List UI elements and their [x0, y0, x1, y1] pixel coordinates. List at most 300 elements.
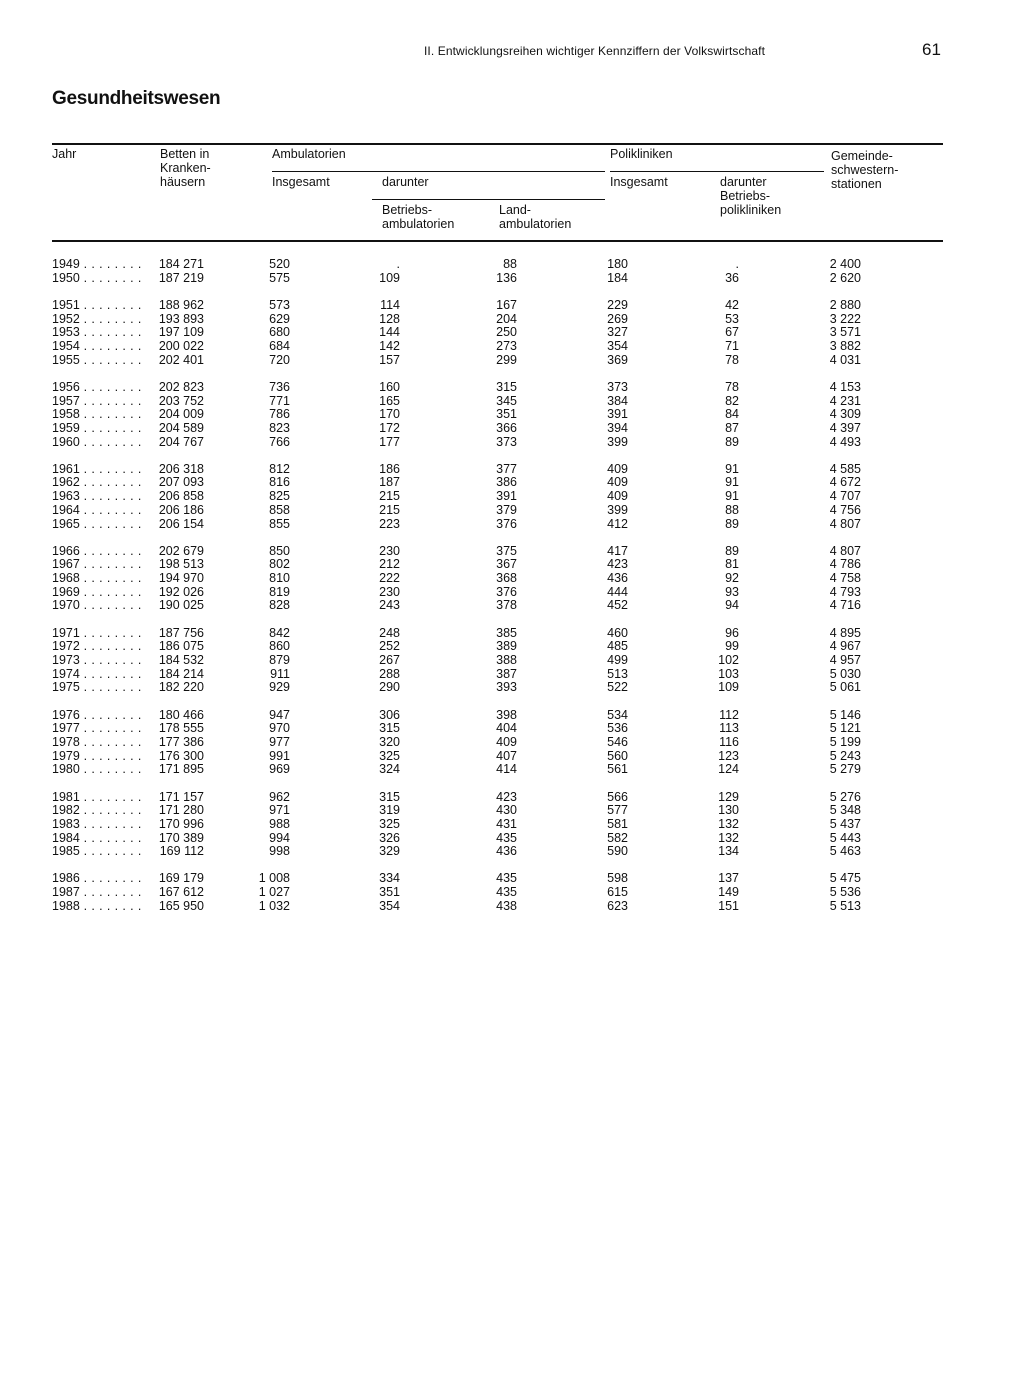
- amb-insgesamt-cell: 816: [269, 475, 290, 490]
- landamb-cell: 345: [496, 393, 517, 408]
- ambulatorien-rule: [272, 171, 605, 172]
- amb-insgesamt-cell: 969: [269, 762, 290, 777]
- landamb-cell: 414: [496, 762, 517, 777]
- betriebsamb-cell: 252: [379, 639, 400, 654]
- betriebspoli-cell: 89: [725, 516, 739, 531]
- col-header-ambulatorien: Ambulatorien: [272, 147, 346, 161]
- poli-insgesamt-cell: 546: [607, 734, 628, 749]
- amb-insgesamt-cell: 1 008: [258, 871, 290, 886]
- amb-insgesamt-cell: 828: [269, 598, 290, 613]
- gemeinde-cell: 4 397: [829, 420, 861, 435]
- betriebspoli-cell: 82: [725, 393, 739, 408]
- betriebspoli-cell: 116: [719, 734, 739, 749]
- amb-insgesamt-cell: 911: [270, 666, 290, 681]
- year-cell: 1953 . . .: [52, 326, 142, 340]
- table-row: [0, 640, 1024, 654]
- poli-insgesamt-cell: 394: [607, 420, 628, 435]
- gemeinde-cell: 5 463: [829, 844, 861, 859]
- landamb-cell: 404: [496, 721, 517, 736]
- betten-cell: 202 401: [158, 352, 204, 367]
- amb-insgesamt-cell: 823: [269, 420, 290, 435]
- amb-insgesamt-cell: 573: [269, 297, 290, 312]
- year-cell: 1949 . . .: [52, 258, 142, 272]
- betriebsamb-cell: 142: [379, 338, 400, 353]
- table-top-rule: [52, 143, 943, 145]
- betriebsamb-cell: 325: [379, 816, 400, 831]
- gemeinde-cell: 5 536: [829, 885, 861, 900]
- table-header-bottom-rule: [52, 240, 943, 242]
- betten-cell: 193 893: [158, 311, 204, 326]
- betten-cell: 188 962: [158, 297, 204, 312]
- amb-insgesamt-cell: 879: [269, 653, 290, 667]
- year-cell: 1969 . . .: [52, 586, 142, 600]
- table-row: [0, 709, 1024, 723]
- betten-cell: 182 220: [158, 680, 204, 695]
- table-row: [0, 408, 1024, 422]
- landamb-cell: 388: [496, 653, 517, 667]
- gemeinde-cell: 4 672: [829, 475, 861, 490]
- gemeinde-cell: 4 967: [829, 639, 861, 654]
- year-cell: 1985 . . .: [52, 845, 142, 859]
- amb-insgesamt-cell: 786: [269, 407, 290, 422]
- landamb-cell: 250: [496, 325, 517, 340]
- table-row: [0, 340, 1024, 354]
- table-body: [0, 258, 1024, 927]
- landamb-cell: 204: [496, 311, 517, 326]
- year-group: [0, 627, 1024, 695]
- poli-insgesamt-cell: 399: [607, 502, 628, 517]
- betriebsamb-cell: 186: [379, 461, 400, 476]
- betten-cell: 184 532: [158, 653, 204, 667]
- betriebsamb-cell: 315: [379, 721, 400, 736]
- amb-insgesamt-cell: 819: [269, 584, 290, 599]
- year-cell: 1980 . . .: [52, 763, 142, 777]
- betriebspoli-cell: 124: [718, 762, 739, 777]
- poli-insgesamt-cell: 623: [607, 898, 628, 913]
- betriebspoli-cell: 71: [725, 338, 739, 353]
- poli-insgesamt-cell: 615: [607, 885, 628, 900]
- poli-insgesamt-cell: 561: [607, 762, 628, 777]
- gemeinde-cell: 4 153: [829, 379, 861, 394]
- poli-insgesamt-cell: 384: [607, 393, 628, 408]
- gemeinde-cell: 5 513: [829, 898, 861, 913]
- gemeinde-cell: 5 475: [829, 871, 861, 886]
- page-title: Gesundheitswesen: [52, 88, 221, 109]
- table-row: [0, 299, 1024, 313]
- table-row: [0, 504, 1024, 518]
- table-row: [0, 818, 1024, 832]
- poli-insgesamt-cell: 409: [607, 475, 628, 490]
- betriebsamb-cell: 334: [379, 871, 400, 886]
- year-cell: 1957 . . .: [52, 395, 142, 409]
- table-row: [0, 627, 1024, 641]
- landamb-cell: 386: [496, 475, 517, 490]
- betten-cell: 169 112: [159, 844, 204, 859]
- landamb-cell: 378: [496, 598, 517, 613]
- gemeinde-cell: 4 807: [829, 516, 861, 531]
- betriebsamb-cell: 223: [379, 516, 400, 531]
- betriebsamb-cell: 326: [379, 830, 400, 845]
- amb-insgesamt-cell: 812: [269, 461, 290, 476]
- amb-insgesamt-cell: 520: [269, 257, 290, 271]
- betriebsamb-cell: 230: [379, 543, 400, 558]
- betriebsamb-cell: 288: [379, 666, 400, 681]
- betten-cell: 202 823: [158, 379, 204, 394]
- landamb-cell: 430: [496, 803, 517, 818]
- gemeinde-cell: 5 348: [829, 803, 861, 818]
- betten-cell: 206 318: [158, 461, 204, 476]
- landamb-cell: 435: [496, 871, 517, 886]
- betriebspoli-cell: 53: [725, 311, 739, 326]
- poli-insgesamt-cell: 409: [607, 489, 628, 504]
- polikliniken-rule: [610, 171, 824, 172]
- landamb-cell: 391: [496, 489, 517, 504]
- table-row: [0, 722, 1024, 736]
- betten-cell: 187 756: [158, 625, 204, 640]
- year-cell: 1983 . . .: [52, 818, 142, 832]
- landamb-cell: 88: [503, 257, 517, 271]
- betten-cell: 176 300: [158, 748, 204, 763]
- amb-insgesamt-cell: 684: [269, 338, 290, 353]
- year-cell: 1960 . . .: [52, 436, 142, 450]
- betriebsamb-cell: 215: [379, 502, 400, 517]
- poli-insgesamt-cell: 581: [607, 816, 628, 831]
- year-group: [0, 463, 1024, 531]
- table-row: [0, 886, 1024, 900]
- betriebsamb-cell: 187: [379, 475, 400, 490]
- amb-insgesamt-cell: 810: [269, 571, 290, 586]
- betriebspoli-cell: 88: [725, 502, 739, 517]
- amb-insgesamt-cell: 855: [269, 516, 290, 531]
- gemeinde-cell: 5 443: [829, 830, 861, 845]
- poli-insgesamt-cell: 499: [607, 653, 628, 667]
- table-row: [0, 381, 1024, 395]
- table-row: [0, 490, 1024, 504]
- table-row: [0, 572, 1024, 586]
- poli-insgesamt-cell: 229: [607, 297, 628, 312]
- year-group: [0, 299, 1024, 367]
- table-row: [0, 872, 1024, 886]
- betriebsamb-cell: 290: [379, 680, 400, 695]
- landamb-cell: 423: [496, 789, 517, 804]
- betriebspoli-cell: 132: [718, 816, 739, 831]
- landamb-cell: 438: [496, 898, 517, 913]
- col-header-amb-darunter: darunter: [382, 175, 429, 189]
- col-header-jahr: Jahr: [52, 147, 77, 161]
- betriebsamb-cell: 230: [379, 584, 400, 599]
- year-cell: 1968 . . .: [52, 572, 142, 586]
- betten-cell: 203 752: [158, 393, 204, 408]
- amb-insgesamt-cell: 842: [269, 625, 290, 640]
- table-row: [0, 804, 1024, 818]
- betriebsamb-cell: 215: [379, 489, 400, 504]
- table-row: [0, 436, 1024, 450]
- betriebsamb-cell: 329: [379, 844, 400, 859]
- gemeinde-cell: 4 807: [829, 543, 861, 558]
- year-cell: 1961 . . .: [52, 463, 142, 477]
- landamb-cell: 368: [496, 571, 517, 586]
- betriebsamb-cell: 114: [380, 297, 400, 312]
- year-cell: 1958 . . .: [52, 408, 142, 422]
- betriebspoli-cell: 102: [718, 653, 739, 667]
- year-cell: 1979 . . .: [52, 750, 142, 764]
- poli-insgesamt-cell: 412: [607, 516, 628, 531]
- amb-insgesamt-cell: 994: [269, 830, 290, 845]
- betriebspoli-cell: 96: [725, 625, 739, 640]
- year-cell: 1977 . . .: [52, 722, 142, 736]
- landamb-cell: 367: [496, 557, 517, 572]
- year-cell: 1963 . . .: [52, 490, 142, 504]
- betriebsamb-cell: 157: [379, 352, 400, 367]
- amb-insgesamt-cell: 929: [269, 680, 290, 695]
- poli-insgesamt-cell: 409: [607, 461, 628, 476]
- gemeinde-cell: 3 571: [829, 325, 861, 340]
- table-row: [0, 395, 1024, 409]
- betten-cell: 207 093: [158, 475, 204, 490]
- poli-insgesamt-cell: 566: [607, 789, 628, 804]
- gemeinde-cell: 4 231: [829, 393, 861, 408]
- table-row: [0, 545, 1024, 559]
- year-cell: 1988 . . .: [52, 900, 142, 914]
- gemeinde-cell: 4 716: [829, 598, 861, 613]
- year-cell: 1975 . . .: [52, 681, 142, 695]
- betriebspoli-cell: 130: [718, 803, 739, 818]
- betriebsamb-cell: 170: [379, 407, 400, 422]
- betriebspoli-cell: 81: [725, 557, 739, 572]
- betriebspoli-cell: 36: [725, 270, 739, 285]
- amb-insgesamt-cell: 771: [269, 393, 290, 408]
- year-cell: 1984 . . .: [52, 832, 142, 846]
- gemeinde-cell: 3 222: [829, 311, 861, 326]
- table-row: [0, 518, 1024, 532]
- year-cell: 1974 . . .: [52, 668, 142, 682]
- betriebsamb-cell: 319: [379, 803, 400, 818]
- betriebspoli-cell: 78: [725, 352, 739, 367]
- betriebsamb-cell: 354: [379, 898, 400, 913]
- page-number: 61: [922, 40, 941, 59]
- betten-cell: 204 767: [158, 434, 204, 449]
- betriebspoli-cell: 129: [718, 789, 739, 804]
- betriebsamb-cell: 144: [379, 325, 400, 340]
- poli-insgesamt-cell: 269: [607, 311, 628, 326]
- year-cell: 1966 . . .: [52, 545, 142, 559]
- poli-insgesamt-cell: 327: [607, 325, 628, 340]
- betten-cell: 165 950: [158, 898, 204, 913]
- betriebspoli-cell: 78: [725, 379, 739, 394]
- betten-cell: 184 214: [158, 666, 204, 681]
- table-row: [0, 654, 1024, 668]
- betriebspoli-cell: 42: [725, 297, 739, 312]
- amb-insgesamt-cell: 1 027: [258, 885, 290, 900]
- betten-cell: 171 895: [158, 762, 204, 777]
- betriebspoli-cell: .: [735, 257, 739, 271]
- betriebsamb-cell: 320: [379, 734, 400, 749]
- betriebspoli-cell: 113: [719, 721, 739, 736]
- poli-insgesamt-cell: 399: [607, 434, 628, 449]
- betriebspoli-cell: 91: [725, 461, 739, 476]
- betten-cell: 198 513: [158, 557, 204, 572]
- amb-insgesamt-cell: 947: [269, 707, 290, 722]
- col-header-poli-insgesamt: Insgesamt: [610, 175, 668, 189]
- gemeinde-cell: 5 437: [829, 816, 861, 831]
- table-row: [0, 736, 1024, 750]
- gemeinde-cell: 5 276: [829, 789, 861, 804]
- betten-cell: 204 009: [158, 407, 204, 422]
- year-cell: 1981 . . .: [52, 791, 142, 805]
- betten-cell: 169 179: [158, 871, 204, 886]
- landamb-cell: 398: [496, 707, 517, 722]
- betriebspoli-cell: 151: [718, 898, 739, 913]
- table-row: [0, 422, 1024, 436]
- betriebspoli-cell: 137: [718, 871, 739, 886]
- betriebsamb-cell: 306: [379, 707, 400, 722]
- betten-cell: 171 157: [158, 789, 204, 804]
- betten-cell: 202 679: [158, 543, 204, 558]
- betriebspoli-cell: 91: [725, 489, 739, 504]
- gemeinde-cell: 4 585: [829, 461, 861, 476]
- table-row: [0, 463, 1024, 477]
- poli-insgesamt-cell: 423: [607, 557, 628, 572]
- betriebspoli-cell: 87: [725, 420, 739, 435]
- poli-insgesamt-cell: 577: [607, 803, 628, 818]
- table-row: [0, 599, 1024, 613]
- landamb-cell: 299: [496, 352, 517, 367]
- landamb-cell: 379: [496, 502, 517, 517]
- poli-insgesamt-cell: 184: [607, 270, 628, 285]
- amb-insgesamt-cell: 766: [269, 434, 290, 449]
- poli-insgesamt-cell: 180: [607, 257, 628, 271]
- table-row: [0, 313, 1024, 327]
- gemeinde-cell: 5 279: [829, 762, 861, 777]
- gemeinde-cell: 4 031: [829, 352, 861, 367]
- gemeinde-cell: 4 707: [829, 489, 861, 504]
- landamb-cell: 387: [496, 666, 517, 681]
- betriebsamb-cell: 351: [379, 885, 400, 900]
- year-cell: 1970 . . .: [52, 599, 142, 613]
- amb-insgesamt-cell: 575: [269, 270, 290, 285]
- gemeinde-cell: 5 061: [829, 680, 861, 695]
- gemeinde-cell: 5 030: [829, 666, 861, 681]
- table-row: [0, 763, 1024, 777]
- amb-insgesamt-cell: 720: [269, 352, 290, 367]
- amb-insgesamt-cell: 1 032: [258, 898, 290, 913]
- landamb-cell: 273: [496, 338, 517, 353]
- betriebsamb-cell: 160: [379, 379, 400, 394]
- betten-cell: 178 555: [158, 721, 204, 736]
- year-cell: 1951 . . .: [52, 299, 142, 313]
- landamb-cell: 389: [496, 639, 517, 654]
- betten-cell: 197 109: [158, 325, 204, 340]
- betriebsamb-cell: 315: [379, 789, 400, 804]
- poli-insgesamt-cell: 522: [607, 680, 628, 695]
- year-group: [0, 791, 1024, 859]
- year-cell: 1954 . . .: [52, 340, 142, 354]
- table-row: [0, 681, 1024, 695]
- year-cell: 1978 . . .: [52, 736, 142, 750]
- gemeinde-cell: 4 758: [829, 571, 861, 586]
- amb-insgesamt-cell: 970: [269, 721, 290, 736]
- betriebsamb-cell: .: [396, 257, 400, 271]
- table-row: [0, 326, 1024, 340]
- landamb-cell: 431: [496, 816, 517, 831]
- betriebsamb-cell: 165: [379, 393, 400, 408]
- betten-cell: 206 154: [158, 516, 204, 531]
- poli-insgesamt-cell: 436: [607, 571, 628, 586]
- gemeinde-cell: 5 121: [829, 721, 861, 736]
- betriebspoli-cell: 89: [725, 434, 739, 449]
- amb-insgesamt-cell: 971: [269, 803, 290, 818]
- poli-insgesamt-cell: 373: [607, 379, 628, 394]
- gemeinde-cell: 4 756: [829, 502, 861, 517]
- betriebsamb-cell: 177: [379, 434, 400, 449]
- running-head: II. Entwicklungsreihen wichtiger Kennziffern der Volkswirtschaft: [424, 44, 765, 58]
- betriebspoli-cell: 67: [725, 325, 739, 340]
- landamb-cell: 385: [496, 625, 517, 640]
- gemeinde-cell: 5 243: [829, 748, 861, 763]
- betriebspoli-cell: 103: [718, 666, 739, 681]
- col-header-amb-insgesamt: Insgesamt: [272, 175, 330, 189]
- table-row: [0, 791, 1024, 805]
- table-row: [0, 558, 1024, 572]
- table-row: [0, 845, 1024, 859]
- betriebsamb-cell: 324: [379, 762, 400, 777]
- landamb-cell: 373: [496, 434, 517, 449]
- betriebsamb-cell: 172: [379, 420, 400, 435]
- year-cell: 1955 . . .: [52, 354, 142, 368]
- landamb-cell: 435: [496, 830, 517, 845]
- poli-insgesamt-cell: 460: [607, 625, 628, 640]
- betten-cell: 170 996: [158, 816, 204, 831]
- poli-insgesamt-cell: 598: [607, 871, 628, 886]
- year-group: [0, 709, 1024, 777]
- betriebsamb-cell: 222: [379, 571, 400, 586]
- amb-insgesamt-cell: 860: [269, 639, 290, 654]
- landamb-cell: 393: [496, 680, 517, 695]
- poli-insgesamt-cell: 536: [607, 721, 628, 736]
- landamb-cell: 351: [496, 407, 517, 422]
- gemeinde-cell: 4 786: [829, 557, 861, 572]
- amb-insgesamt-cell: 629: [269, 311, 290, 326]
- betriebspoli-cell: 94: [725, 598, 739, 613]
- betten-cell: 184 271: [158, 257, 204, 271]
- amb-insgesamt-cell: 962: [269, 789, 290, 804]
- amb-insgesamt-cell: 680: [269, 325, 290, 340]
- poli-insgesamt-cell: 582: [607, 830, 628, 845]
- amb-insgesamt-cell: 858: [269, 502, 290, 517]
- poli-insgesamt-cell: 444: [607, 584, 628, 599]
- amb-insgesamt-cell: 991: [269, 748, 290, 763]
- table-row: [0, 586, 1024, 600]
- poli-insgesamt-cell: 354: [607, 338, 628, 353]
- poli-insgesamt-cell: 452: [607, 598, 628, 613]
- betten-cell: 192 026: [158, 584, 204, 599]
- year-cell: 1986 . . .: [52, 872, 142, 886]
- betriebspoli-cell: 109: [718, 680, 739, 695]
- year-cell: 1971 . . .: [52, 627, 142, 641]
- landamb-cell: 377: [496, 461, 517, 476]
- landamb-cell: 366: [496, 420, 517, 435]
- year-cell: 1987 . . .: [52, 886, 142, 900]
- table-row: [0, 900, 1024, 914]
- year-cell: 1956 . . .: [52, 381, 142, 395]
- betten-cell: 167 612: [158, 885, 204, 900]
- year-cell: 1962 . . .: [52, 476, 142, 490]
- betriebspoli-cell: 89: [725, 543, 739, 558]
- year-group: [0, 381, 1024, 449]
- landamb-cell: 435: [496, 885, 517, 900]
- year-cell: 1950 . . .: [52, 272, 142, 286]
- amb-insgesamt-cell: 850: [269, 543, 290, 558]
